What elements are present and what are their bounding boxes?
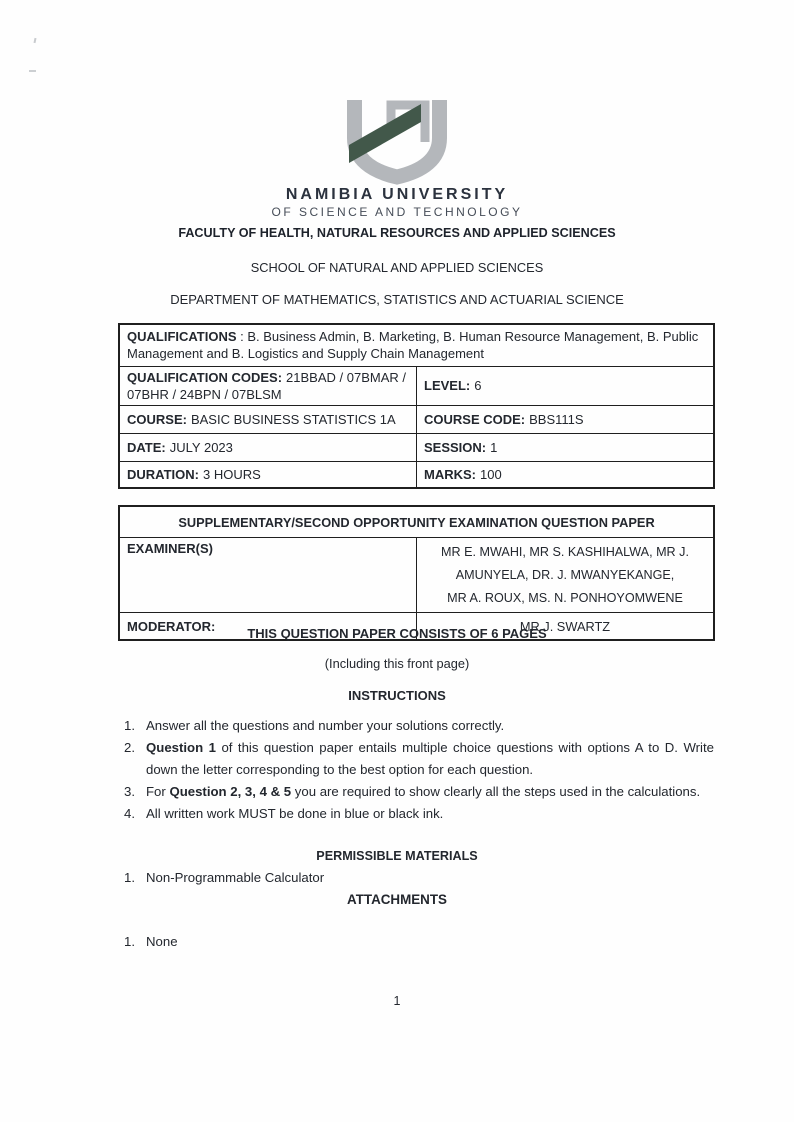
table-row: [119, 506, 714, 538]
duration-value: 3 HOURS: [202, 466, 261, 482]
course-code-label: COURSE CODE:: [424, 411, 526, 427]
item-number: 1.: [124, 718, 135, 733]
course-info-table: [118, 323, 715, 489]
qualifications-label: QUALIFICATIONS: [127, 329, 237, 345]
shield-logo-icon: [341, 98, 453, 186]
qualification-codes-value: 21BBAD / 07BMAR / 07BHR / 24BPN / 07BLSM: [127, 369, 406, 402]
course-code-value: BBS111S: [529, 411, 584, 427]
moderator-label: MODERATOR:: [119, 613, 417, 641]
table-row: [119, 461, 714, 488]
session-cell: [417, 433, 715, 461]
duration-cell: [119, 461, 417, 488]
date-value: JULY 2023: [169, 439, 233, 455]
item-text: All written work MUST be done in blue or black ink.: [146, 806, 444, 821]
item-number: 1.: [124, 870, 135, 885]
examiners-label: EXAMINER(S): [119, 538, 417, 613]
exam-paper-title: SUPPLEMENTARY/SECOND OPPORTUNITY EXAMINATION QUESTION PAPER: [119, 506, 714, 538]
item-text: For Question 2, 3, 4 & 5 you are required to show clearly all the steps used in the calculations.: [146, 784, 701, 799]
attachments-heading: ATTACHMENTS: [347, 892, 447, 907]
duration-label: DURATION:: [127, 466, 199, 482]
session-value: 1: [490, 439, 498, 455]
page-count-notice: THIS QUESTION PAPER CONSISTS OF 6 PAGES: [247, 626, 547, 641]
examiners-line2: MR A. ROUX, MS. N. PONHOYOMWENE: [447, 591, 683, 605]
marks-value: 100: [480, 466, 502, 482]
qualifications-cell: [119, 324, 714, 366]
table-row: [119, 366, 714, 405]
instructions-heading: INSTRUCTIONS: [348, 688, 446, 703]
instructions-list: [124, 715, 714, 825]
materials-list-item: [124, 867, 714, 889]
list-item: [124, 803, 714, 825]
item-number: 4.: [124, 806, 135, 821]
session-label: SESSION:: [424, 439, 487, 455]
university-tagline: OF SCIENCE AND TECHNOLOGY: [271, 205, 523, 219]
marks-label: MARKS:: [424, 466, 476, 482]
list-item: [124, 737, 714, 781]
date-label: DATE:: [127, 439, 166, 455]
item-number: 1.: [124, 934, 135, 949]
qualifications-value: : B. Business Admin, B. Marketing, B. Human Resource Management, B. Public Management and B. Logistics and Supply Chain Management: [127, 329, 699, 362]
course-cell: [119, 405, 417, 433]
examiner-table: [118, 505, 715, 641]
page-number: 1: [393, 994, 401, 1008]
level-value: 6: [474, 378, 482, 393]
permissible-materials-heading: PERMISSIBLE MATERIALS: [316, 849, 478, 863]
item-text: Question 1 of this question paper entails multiple choice questions with options A to D. Write down the letter corresponding to the best option for each question.: [146, 740, 714, 777]
scan-artifact: [29, 70, 36, 72]
marks-cell: [417, 461, 715, 488]
course-label: COURSE:: [127, 411, 187, 427]
faculty-title: FACULTY OF HEALTH, NATURAL RESOURCES AND APPLIED SCIENCES: [178, 226, 616, 240]
item-number: 3.: [124, 784, 135, 799]
level-cell: [417, 366, 715, 405]
item-text: Non-Programmable Calculator: [146, 870, 325, 885]
university-name: NAMIBIA UNIVERSITY: [285, 186, 509, 203]
list-item: [124, 781, 714, 803]
department-title: DEPARTMENT OF MATHEMATICS, STATISTICS AND ACTUARIAL SCIENCE: [170, 292, 624, 307]
university-logo: [0, 98, 794, 186]
moderator-value: MR J. SWARTZ: [417, 613, 715, 641]
item-text: None: [146, 934, 178, 949]
course-code-cell: [417, 405, 715, 433]
attachments-list-item: [124, 931, 714, 953]
list-item: [124, 715, 714, 737]
front-page-note: (Including this front page): [324, 656, 470, 671]
qualification-codes-label: QUALIFICATION CODES:: [127, 369, 283, 385]
examiners-line1: MR E. MWAHI, MR S. KASHIHALWA, MR J. AMUNYELA, DR. J. MWANYEKANGE,: [441, 545, 689, 582]
table-row: [119, 538, 714, 613]
table-row: [119, 405, 714, 433]
qualification-codes-cell: [119, 366, 417, 405]
item-text: Answer all the questions and number your solutions correctly.: [146, 718, 505, 733]
school-title: SCHOOL OF NATURAL AND APPLIED SCIENCES: [250, 260, 544, 275]
table-row: [119, 324, 714, 366]
item-number: 2.: [124, 740, 135, 755]
date-cell: [119, 433, 417, 461]
table-row: [119, 433, 714, 461]
level-label: LEVEL:: [424, 378, 471, 393]
scan-artifact: [34, 38, 37, 43]
course-value: BASIC BUSINESS STATISTICS 1A: [190, 411, 396, 427]
examiners-names: [417, 538, 715, 613]
